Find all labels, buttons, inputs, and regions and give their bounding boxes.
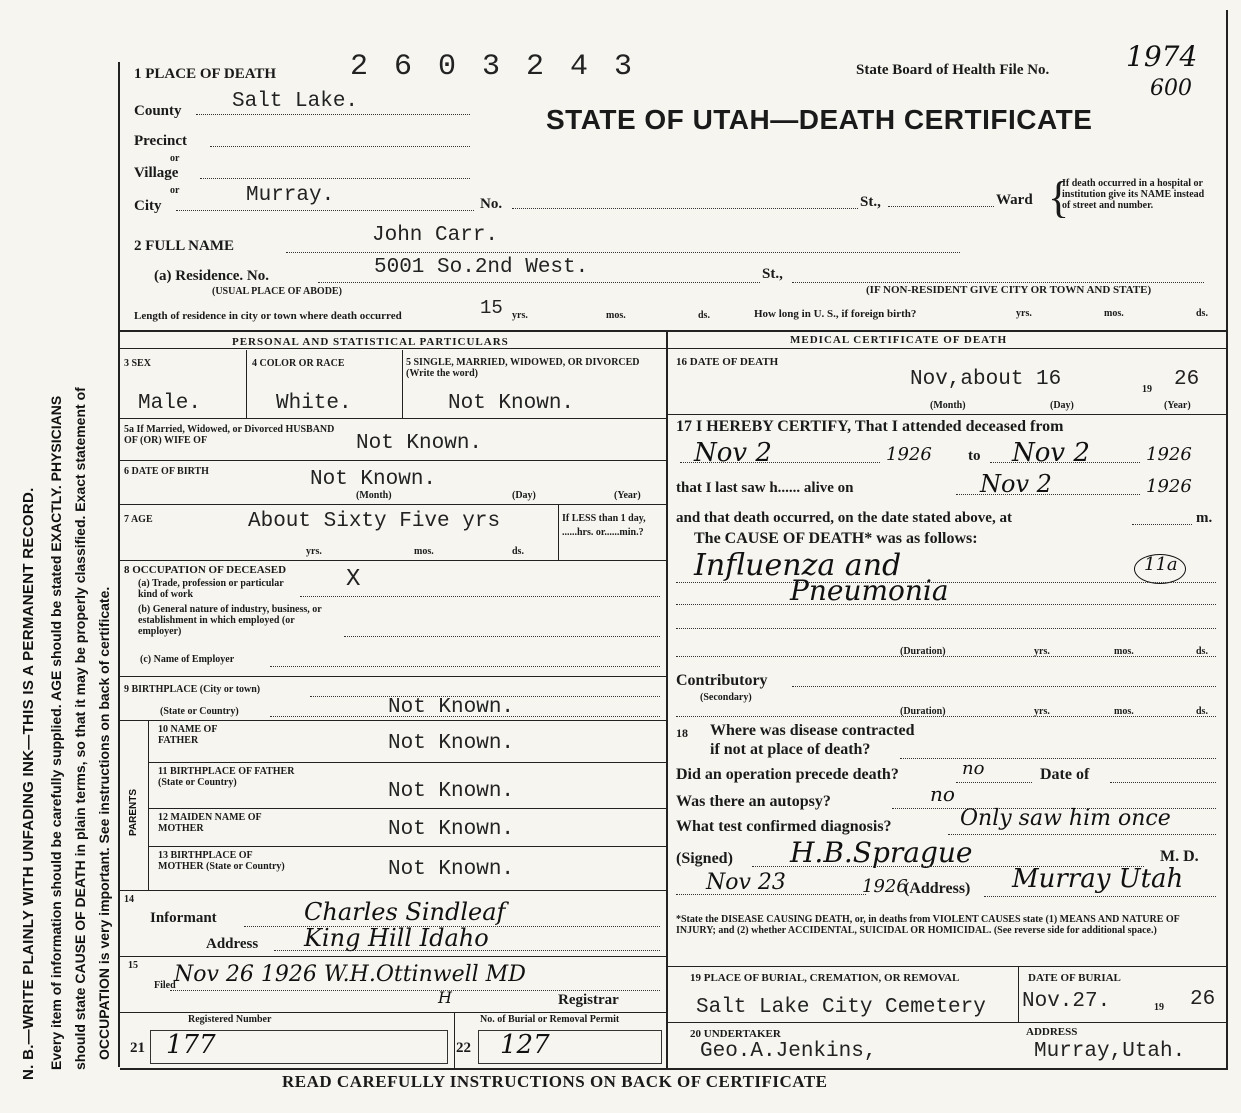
residence-st-label: St., xyxy=(762,266,783,282)
death-day-label: (Day) xyxy=(1050,400,1074,411)
burial-mid-rule xyxy=(666,1022,1226,1023)
dob-value: Not Known. xyxy=(310,468,437,491)
side-note-2: Every item of information should be carefully supplied. AGE should be stated EXACTLY. PHYSICIANS xyxy=(48,395,64,1070)
duration-yrs-2: yrs. xyxy=(1034,706,1050,717)
last-saw-line xyxy=(956,494,1140,495)
death-month-label: (Month) xyxy=(930,400,966,411)
duration-line-2 xyxy=(676,716,1216,717)
precinct-line xyxy=(210,146,470,147)
duration-yrs-1: yrs. xyxy=(1034,646,1050,657)
duration-label-1: (Duration) xyxy=(900,646,946,657)
test-label: What test confirmed diagnosis? xyxy=(676,818,892,835)
age-mos: mos. xyxy=(414,546,434,557)
residence-value: 5001 So.2nd West. xyxy=(374,256,589,279)
side-note-1: N. B.—WRITE PLAINLY WITH UNFADING INK—THIS IS A PERMANENT RECORD. xyxy=(20,487,37,1080)
undertaker-label: 20 UNDERTAKER xyxy=(690,1028,781,1040)
employer-line xyxy=(270,666,660,667)
undertaker-address-value: Murray,Utah. xyxy=(1034,1040,1186,1063)
row-rule-9 xyxy=(148,846,666,847)
certificate-title: STATE OF UTAH—DEATH CERTIFICATE xyxy=(546,104,1093,135)
date-of-death-year: 26 xyxy=(1174,368,1200,391)
death-year-label: (Year) xyxy=(1164,400,1191,411)
side-note-4: OCCUPATION is very important. See instructions on back of certificate. xyxy=(96,586,112,1060)
operation-label: Did an operation precede death? xyxy=(676,766,899,783)
last-saw-date: Nov 2 xyxy=(980,470,1052,498)
row-rule-11 xyxy=(120,956,666,957)
contributory-line xyxy=(792,686,1216,687)
file-number: 1974 xyxy=(1126,40,1198,73)
operation-line xyxy=(956,782,1032,783)
file-number-secondary: 600 xyxy=(1150,76,1192,101)
right-row-rule-1 xyxy=(668,414,1226,415)
duration-mos-1: mos. xyxy=(1114,646,1134,657)
spouse-label: 5a If Married, Widowed, or Divorced HUSBAND OF (OR) WIFE OF xyxy=(124,424,335,446)
burial-date-value: Nov.27. xyxy=(1022,990,1111,1013)
undertaker-address-label: ADDRESS xyxy=(1026,1026,1078,1038)
residence-line xyxy=(318,282,760,283)
registered-number-value: 177 xyxy=(166,1030,216,1060)
father-bp-value: Not Known. xyxy=(388,780,515,803)
date-of-label: Date of xyxy=(1040,766,1090,783)
ward-line xyxy=(888,206,994,207)
test-value: Only saw him once xyxy=(960,806,1171,831)
or-label-2: or xyxy=(170,185,180,196)
ward-note: If death occurred in a hospital or institution give its NAME instead of street and number. xyxy=(1062,178,1205,211)
father-label: 10 NAME OF FATHER xyxy=(158,724,218,746)
less-than-label: If LESS than 1 day, ......hrs. or......min.? xyxy=(562,513,646,538)
death-time-line xyxy=(1132,524,1192,525)
birthplace-label: 9 BIRTHPLACE (City or town) xyxy=(124,684,261,695)
city-value: Murray. xyxy=(246,184,335,207)
birthplace-value: Not Known. xyxy=(388,696,515,719)
duration-label-2: (Duration) xyxy=(900,706,946,717)
occupation-a-line xyxy=(300,596,660,597)
date-of-death-label: 16 DATE OF DEATH xyxy=(676,356,779,368)
filed-line xyxy=(170,990,660,991)
cause-label: The CAUSE OF DEATH* was as follows: xyxy=(694,530,978,547)
date-of-death-value: Nov,about 16 xyxy=(910,368,1062,391)
row-rule-6 xyxy=(120,720,666,721)
date-of-line xyxy=(1110,782,1216,783)
certify-label: 17 I HEREBY CERTIFY, That I attended deceased from xyxy=(676,418,1064,435)
occupation-b-label: (b) General nature of industry, business, or establishment in which employed (or employer) xyxy=(138,604,322,637)
street-line xyxy=(512,208,858,209)
full-name-line xyxy=(286,252,960,253)
age-less-divider xyxy=(558,505,559,560)
dob-month: (Month) xyxy=(356,490,392,501)
operation-value: no xyxy=(962,758,985,779)
registrar-label: Registrar xyxy=(558,992,619,1008)
occupation-a-label: (a) Trade, profession or particular kind of work xyxy=(138,578,284,600)
cause-code: 11a xyxy=(1144,554,1178,575)
or-label-1: or xyxy=(170,153,180,164)
duration-line-1 xyxy=(676,656,1216,657)
spouse-value: Not Known. xyxy=(356,432,483,455)
us-mos: mos. xyxy=(1104,308,1124,319)
section-top-rule xyxy=(120,330,1226,332)
frame-right-border xyxy=(1226,10,1228,1070)
row-rule-12 xyxy=(120,1012,666,1013)
length-residence-value: 15 xyxy=(480,297,503,319)
length-ds: ds. xyxy=(698,310,710,321)
file-number-label: State Board of Health File No. xyxy=(856,62,1050,78)
physician-address: Murray Utah xyxy=(1012,864,1184,894)
row-rule-7 xyxy=(148,762,666,763)
attended-from-line xyxy=(680,462,880,463)
filed-value: Nov 26 1926 W.H.Ottinwell MD xyxy=(174,962,526,987)
us-yrs: yrs. xyxy=(1016,308,1032,319)
length-mos: mos. xyxy=(606,310,626,321)
county-value: Salt Lake. xyxy=(232,90,359,113)
city-line xyxy=(176,210,474,211)
dob-year: (Year) xyxy=(614,490,641,501)
mother-bp-label: 13 BIRTHPLACE OF MOTHER (State or Country) xyxy=(158,850,285,872)
sex-value: Male. xyxy=(138,392,202,415)
occupation-value: X xyxy=(346,566,361,593)
personal-header: PERSONAL AND STATISTICAL PARTICULARS xyxy=(232,336,509,348)
dob-day: (Day) xyxy=(512,490,536,501)
item-18-label: 18 xyxy=(676,726,688,740)
row-rule-2 xyxy=(120,460,666,461)
burial-permit-label: No. of Burial or Removal Permit xyxy=(480,1014,620,1025)
parents-divider xyxy=(148,720,149,890)
county-label: County xyxy=(134,103,182,119)
registrar-initial: H xyxy=(438,988,452,1007)
cause-secondary: Pneumonia xyxy=(790,574,949,607)
ward-label: Ward xyxy=(996,192,1033,208)
cause-primary: Influenza and xyxy=(694,548,902,583)
st-label: St., xyxy=(860,194,881,210)
father-bp-label: 11 BIRTHPLACE OF FATHER (State or Country) xyxy=(158,766,295,788)
age-yrs: yrs. xyxy=(306,546,322,557)
color-col-divider xyxy=(402,350,403,418)
age-label: 7 AGE xyxy=(124,514,153,525)
cause-line-3 xyxy=(676,628,1216,629)
physician-address-label: (Address) xyxy=(904,880,971,897)
informant-address-label: Address xyxy=(206,936,259,952)
informant-address: King Hill Idaho xyxy=(304,924,489,952)
to-label: to xyxy=(968,448,981,464)
section-header-rule xyxy=(120,348,1226,349)
row-rule-5 xyxy=(120,676,666,677)
m-label: m. xyxy=(1196,510,1213,526)
employer-label: (c) Name of Employer xyxy=(140,654,235,665)
mother-label: 12 MAIDEN NAME OF MOTHER xyxy=(158,812,262,834)
color-label: 4 COLOR OR RACE xyxy=(252,358,345,369)
date-of-death-year-prefix: 19 xyxy=(1142,384,1152,395)
how-long-us-label: How long in U. S., if foreign birth? xyxy=(754,308,917,320)
item-22-label: 22 xyxy=(456,1040,471,1056)
undertaker-value: Geo.A.Jenkins, xyxy=(700,1040,877,1063)
full-name-label: 2 FULL NAME xyxy=(134,238,235,254)
sign-date: Nov 23 xyxy=(706,870,786,895)
sign-year: 1926 xyxy=(862,876,908,897)
side-note-3: should state CAUSE OF DEATH in plain terms, so that it may be properly classified. Exact statement of xyxy=(72,387,88,1070)
occupation-b-line xyxy=(344,636,660,637)
residence-label: (a) Residence. No. xyxy=(154,268,269,284)
attended-from: Nov 2 xyxy=(694,438,772,468)
burial-year-prefix: 19 xyxy=(1154,1002,1164,1013)
cause-footnote: *State the DISEASE CAUSING DEATH, or, in deaths from VIOLENT CAUSES state (1) MEANS AND NATURE OF INJURY; and (2) whether ACCIDENTAL, SUICIDAL OR HOMICIDAL. (See reverse side for additional space.) xyxy=(676,914,1180,936)
occupation-label: 8 OCCUPATION OF DECEASED xyxy=(124,564,287,576)
place-of-death-label: 1 PLACE OF DEATH xyxy=(134,66,277,82)
test-line xyxy=(948,834,1216,835)
where-contracted-label-2: if not at place of death? xyxy=(710,741,871,758)
physician-signature: H.B.Sprague xyxy=(790,836,973,869)
burial-date-divider xyxy=(1018,966,1019,1022)
duration-ds-1: ds. xyxy=(1196,646,1208,657)
marital-label: 5 SINGLE, MARRIED, WIDOWED, OR DIVORCED (Write the word) xyxy=(406,357,640,379)
us-ds: ds. xyxy=(1196,308,1208,319)
length-yrs: yrs. xyxy=(512,310,528,321)
autopsy-label: Was there an autopsy? xyxy=(676,793,831,810)
birthplace-state-label: (State or Country) xyxy=(160,706,239,717)
burial-place-value: Salt Lake City Cemetery xyxy=(696,996,986,1019)
length-residence-label: Length of residence in city or town where death occurred xyxy=(134,310,402,322)
footer-rule xyxy=(120,1068,1226,1070)
county-line xyxy=(196,114,470,115)
sign-date-line xyxy=(676,894,866,895)
age-value: About Sixty Five yrs xyxy=(248,510,501,533)
frame-left-border xyxy=(118,62,120,1067)
row-rule-10 xyxy=(120,890,666,891)
city-label: City xyxy=(134,198,162,214)
mother-value: Not Known. xyxy=(388,818,515,841)
nonresident-label: (IF NON-RESIDENT GIVE CITY OR TOWN AND STATE) xyxy=(866,284,1152,296)
where-contracted-line xyxy=(900,758,1216,759)
ward-brace: { xyxy=(1048,173,1070,222)
precinct-label: Precinct xyxy=(134,133,188,149)
parents-label: PARENTS xyxy=(128,788,139,836)
attended-from-year: 1926 xyxy=(886,444,932,465)
medical-header: MEDICAL CERTIFICATE OF DEATH xyxy=(790,334,1008,346)
row-rule-1 xyxy=(120,418,666,419)
contributory-label: Contributory xyxy=(676,672,768,689)
where-contracted-label: Where was disease contracted xyxy=(710,722,915,739)
mother-bp-value: Not Known. xyxy=(388,858,515,881)
md-label: M. D. xyxy=(1160,848,1199,865)
item-15-label: 15 xyxy=(128,960,138,971)
burial-place-label: 19 PLACE OF BURIAL, CREMATION, OR REMOVAL xyxy=(690,972,960,984)
row-rule-3 xyxy=(120,504,666,505)
physician-address-line xyxy=(984,896,1216,897)
informant-signature: Charles Sindleaf xyxy=(304,898,506,926)
row-rule-8 xyxy=(148,808,666,809)
marital-value: Not Known. xyxy=(448,392,575,415)
autopsy-value: no xyxy=(930,782,955,806)
row-rule-4 xyxy=(120,560,666,561)
burial-top-rule xyxy=(666,966,1226,967)
informant-label: Informant xyxy=(150,910,217,926)
registered-number-label: Registered Number xyxy=(188,1014,272,1025)
birthplace-line-2 xyxy=(270,716,660,717)
footer-instructions: READ CAREFULLY INSTRUCTIONS ON BACK OF CERTIFICATE xyxy=(282,1072,828,1091)
father-value: Not Known. xyxy=(388,732,515,755)
street-no-label: No. xyxy=(480,196,503,212)
death-occurred-label: and that death occurred, on the date stated above, at xyxy=(676,510,1012,526)
item-14-label: 14 xyxy=(124,894,134,905)
burial-year-value: 26 xyxy=(1190,988,1216,1011)
registered-number-divider xyxy=(454,1012,455,1070)
certificate-number: 2 6 0 3 2 4 3 xyxy=(350,50,637,84)
sex-label: 3 SEX xyxy=(124,358,151,369)
signed-label: (Signed) xyxy=(676,850,733,867)
secondary-label: (Secondary) xyxy=(700,692,752,703)
last-saw-label: that I last saw h...... alive on xyxy=(676,480,854,496)
informant-address-line xyxy=(274,950,660,951)
center-divider xyxy=(666,330,668,1070)
village-label: Village xyxy=(134,165,179,181)
last-saw-year: 1926 xyxy=(1146,476,1192,497)
attended-to: Nov 2 xyxy=(1012,438,1090,468)
sex-col-divider xyxy=(246,350,247,418)
dob-label: 6 DATE OF BIRTH xyxy=(124,466,209,477)
attended-to-line xyxy=(990,462,1140,463)
filed-label: Filed xyxy=(154,980,176,991)
burial-date-label: DATE OF BURIAL xyxy=(1028,972,1121,984)
village-line xyxy=(200,178,470,179)
usual-place-label: (USUAL PLACE OF ABODE) xyxy=(212,286,342,297)
duration-ds-2: ds. xyxy=(1196,706,1208,717)
duration-mos-2: mos. xyxy=(1114,706,1134,717)
cause-line-2 xyxy=(676,604,1216,605)
item-21-label: 21 xyxy=(130,1040,145,1056)
age-ds: ds. xyxy=(512,546,524,557)
burial-permit-value: 127 xyxy=(500,1030,550,1060)
residence-st-line xyxy=(792,282,1204,283)
color-value: White. xyxy=(276,392,352,415)
attended-to-year: 1926 xyxy=(1146,444,1192,465)
full-name-value: John Carr. xyxy=(372,224,499,247)
